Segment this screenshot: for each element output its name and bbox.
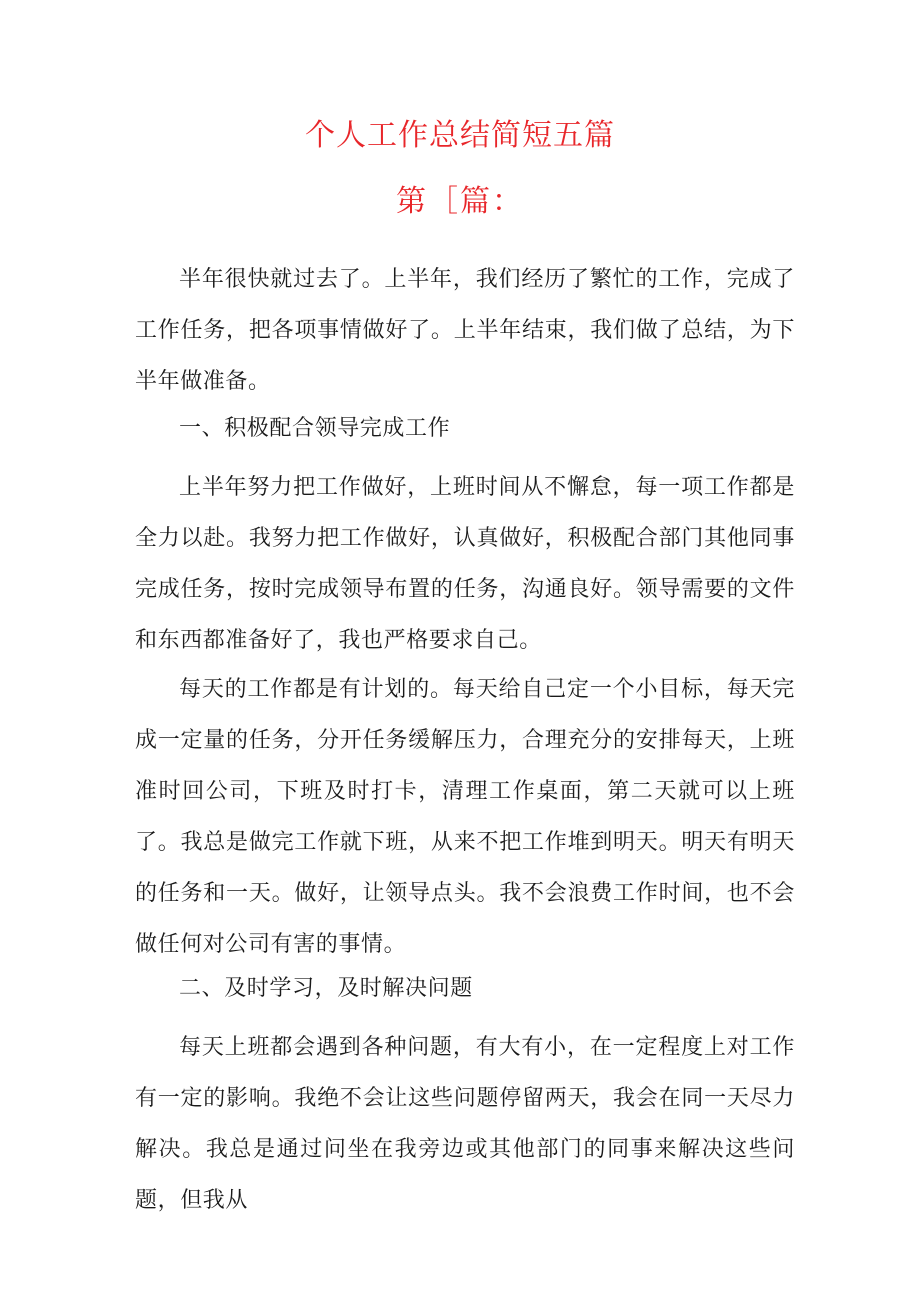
document-subtitle: 第［篇： [396, 184, 524, 219]
document-title: 个人工作总结简短五篇 [305, 118, 615, 153]
section-heading-1: 一、积极配合领导完成工作 [179, 416, 451, 441]
paragraph-section1-b: 每天的工作都是有计划的。每天给自己定一个小目标，每天完成一定量的任务，分开任务缓解压力，合理充分的安排每天，上班准时回公司，下班及时打卡，清理工作桌面，第二天就可以上班了。我总是做完工作就下班，从来不把工作堆到明天。明天有明天的任务和一天。做好，让领导点头。我不会浪费工作时间，也不会做任何对公司有害的事情。 [135, 677, 795, 957]
section-heading-2: 二、及时学习，及时解决问题 [179, 976, 473, 1001]
paragraph-section1-a: 上半年努力把工作做好，上班时间从不懈怠，每一项工作都是全力以赴。我努力把工作做好，认真做好，积极配合部门其他同事完成任务，按时完成领导布置的任务，沟通良好。领导需要的文件和东西都准备好了，我也严格要求自己。 [135, 475, 795, 653]
paragraph-section2-a: 每天上班都会遇到各种问题，有大有小，在一定程度上对工作有一定的影响。我绝不会让这些问题停留两天，我会在同一天尽力解决。我总是通过问坐在我旁边或其他部门的同事来解决这些问题，但我从 [135, 1035, 795, 1213]
paragraph-intro: 半年很快就过去了。上半年，我们经历了繁忙的工作，完成了工作任务，把各项事情做好了。上半年结束，我们做了总结，为下半年做准备。 [135, 267, 795, 394]
